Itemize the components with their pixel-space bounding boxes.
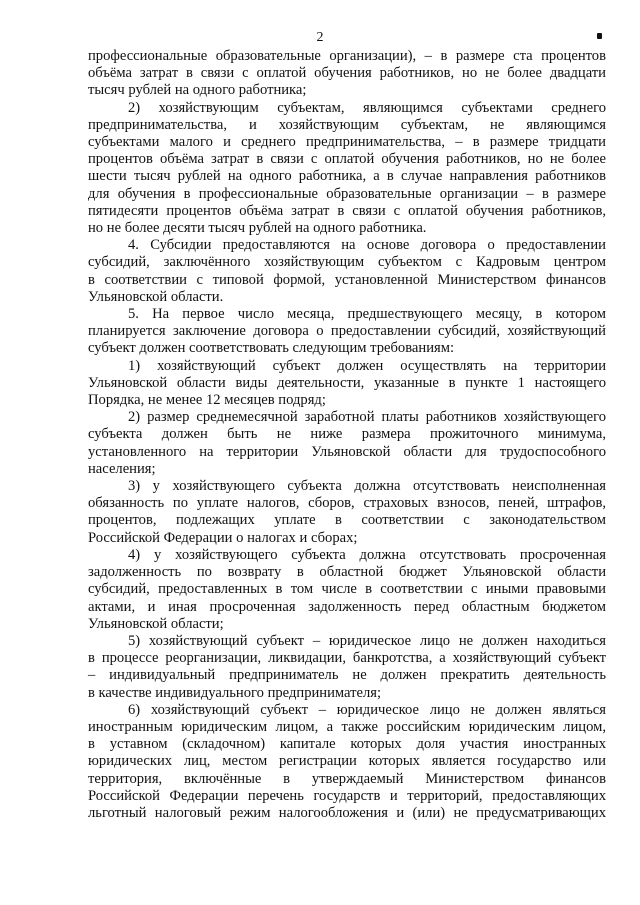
text-line: населения;	[88, 460, 156, 477]
text-line: юридических лиц, местом регистрации которых является государство или	[88, 753, 606, 770]
text-line: в процессе реорганизации, ликвидации, банкротства, а хозяйствующий субъект	[88, 650, 606, 667]
text-line: 5. На первое число месяца, предшествующего месяцу, в котором	[128, 306, 606, 323]
text-line: Российской Федерации перечень государств и территорий, предоставляющих	[88, 787, 606, 804]
text-line: Российской Федерации о налогах и сборах;	[88, 529, 358, 546]
text-line: установленного на территории Ульяновской области для трудоспособного	[88, 443, 606, 460]
text-line: 5) хозяйствующий субъект – юридическое лицо не должен находиться	[128, 632, 606, 649]
text-line: процентов, подлежащих уплате в соответствии с законодательством	[88, 512, 606, 529]
text-line: 4. Субсидии предоставляются на основе договора о предоставлении	[128, 237, 606, 254]
text-line: субъект должен соответствовать следующим требованиям:	[88, 340, 455, 357]
text-line: 2) хозяйствующим субъектам, являющимся субъектами среднего	[128, 99, 606, 116]
text-line: в качестве индивидуального предпринимателя;	[88, 684, 382, 701]
text-line: планируется заключение договора о предоставлении субсидий, хозяйствующий	[88, 323, 606, 340]
paragraph	[88, 702, 606, 822]
text-line: 1) хозяйствующий субъект должен осуществлять на территории	[128, 357, 606, 374]
text-line: Ульяновской области виды деятельности, указанные в пункте 1 настоящего	[88, 374, 606, 391]
text-line: субсидий, заключённого хозяйствующим субъектом с Кадровым центром	[88, 254, 606, 271]
text-line: но не более десяти тысяч рублей на одного работника.	[88, 220, 427, 237]
text-line: 3) у хозяйствующего субъекта должна отсутствовать неисполненная	[128, 478, 606, 495]
text-line: для обучения в профессиональные образовательные организации – в размере	[88, 185, 606, 202]
paragraph	[88, 358, 606, 410]
text-line: шести тысяч рублей на одного работника, а в случае направления работников	[88, 168, 606, 185]
paragraph	[88, 100, 606, 238]
paragraph	[88, 48, 606, 100]
paragraph	[88, 547, 606, 633]
text-line: Ульяновской области.	[88, 288, 224, 305]
text-line: – индивидуальный предприниматель не должен прекратить деятельность	[88, 667, 606, 684]
text-line: Ульяновской области;	[88, 615, 224, 632]
paragraph	[88, 633, 606, 702]
text-line: льготный налоговый режим налогообложения и (или) не предусматривающих	[88, 804, 606, 821]
text-line: процентов объёма затрат в связи с оплатой обучения работников, но не более	[88, 151, 606, 168]
paragraph	[88, 237, 606, 306]
text-line: задолженность по возврату в областной бюджет Ульяновской области	[88, 564, 606, 581]
text-line: субъектами малого и среднего предпринимательства, – в размере тридцати	[88, 134, 606, 151]
document-body	[88, 48, 606, 822]
paragraph	[88, 478, 606, 547]
text-line: Порядка, не менее 12 месяцев подряд;	[88, 392, 326, 409]
text-line: пятидесяти процентов объёма затрат в связи с оплатой обучения работников,	[88, 202, 606, 219]
text-line: субъекта должен быть не ниже размера прожиточного минимума,	[88, 426, 606, 443]
text-line: профессиональные образовательные организации), – в размере ста процентов	[88, 48, 606, 64]
corner-mark	[597, 33, 602, 39]
text-line: обязанность по уплате налогов, сборов, страховых взносов, пеней, штрафов,	[88, 495, 606, 512]
text-line: в соответствии с типовой формой, установленной Министерством финансов	[88, 271, 606, 288]
text-line: предпринимательства, и хозяйствующим субъектам, не являющимся	[88, 116, 606, 133]
text-line: 2) размер среднемесячной заработной платы работников хозяйствующего	[128, 409, 606, 426]
page-number: 2	[316, 30, 324, 45]
paragraph	[88, 409, 606, 478]
text-line: тысяч рублей на одного работника;	[88, 82, 307, 99]
text-line: 6) хозяйствующий субъект – юридическое лицо не должен являться	[128, 701, 606, 718]
text-line: в уставном (складочном) капитале которых доля участия иностранных	[88, 736, 606, 753]
text-line: иностранным юридическим лицом, а также российским юридическим лицом,	[88, 718, 606, 735]
text-line: территория, включённые в утверждаемый Министерством финансов	[88, 770, 606, 787]
text-line: 4) у хозяйствующего субъекта должна отсутствовать просроченная	[128, 546, 606, 563]
paragraph	[88, 306, 606, 358]
text-line: объёма затрат в связи с оплатой обучения работников, но не более двадцати	[88, 65, 606, 82]
text-line: актами, и иная просроченная задолженность перед областным бюджетом	[88, 598, 606, 615]
text-line: субсидий, предоставленных в том числе в соответствии с иными правовыми	[88, 581, 606, 598]
